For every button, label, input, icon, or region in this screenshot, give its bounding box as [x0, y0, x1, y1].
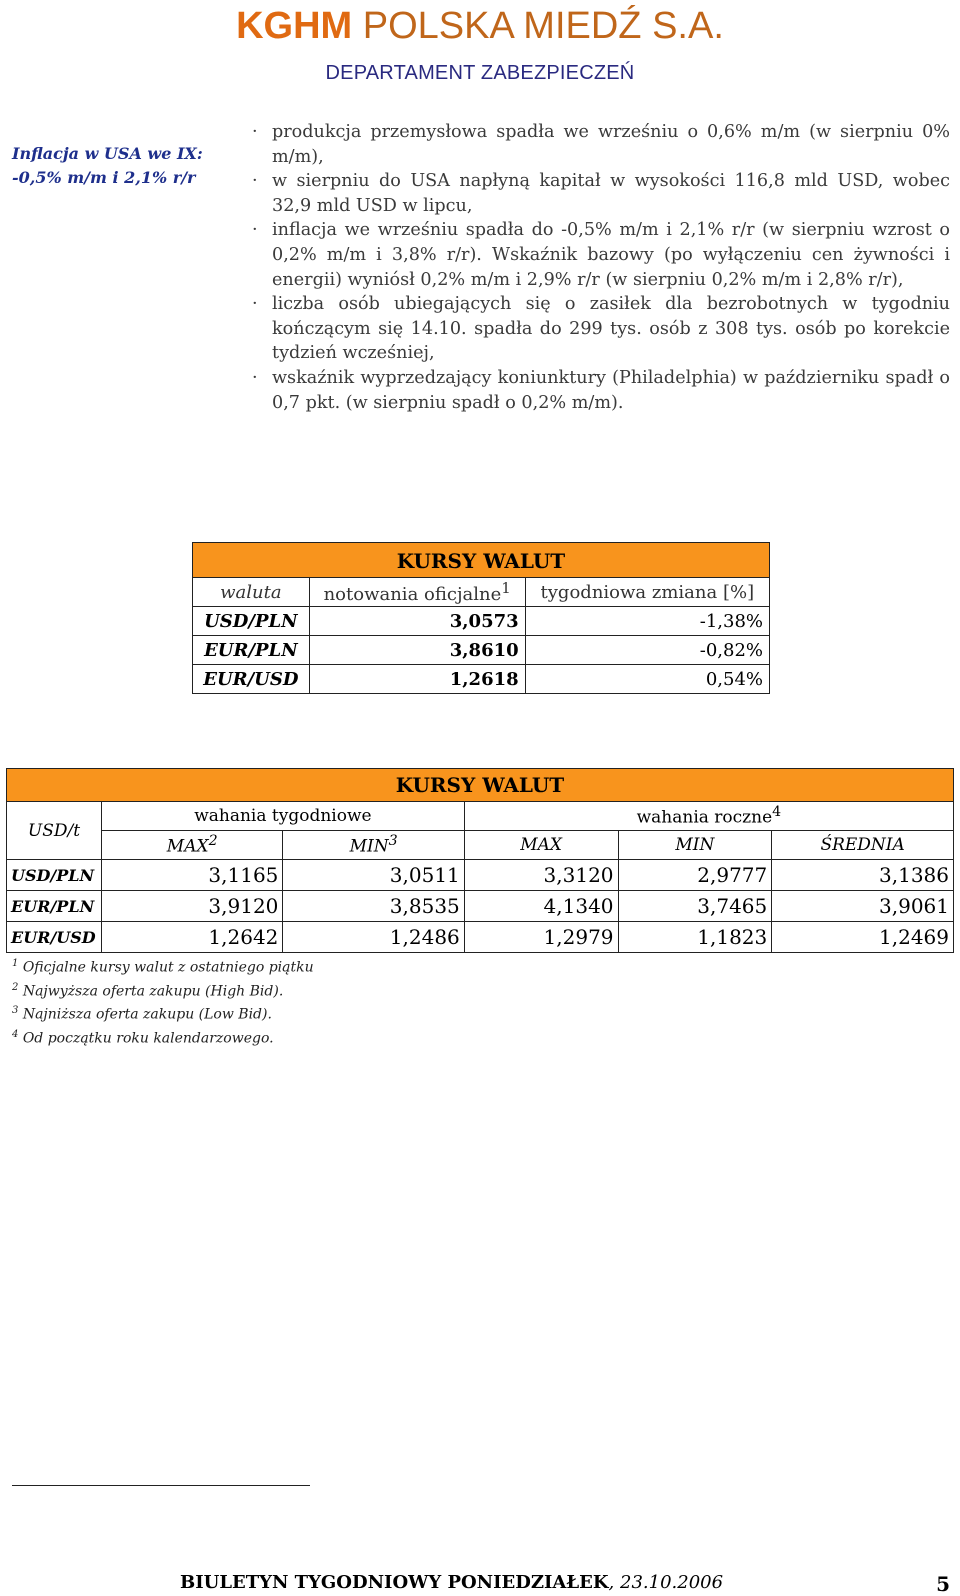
yearly-min: 2,9777: [618, 860, 772, 891]
bullet-icon: ·: [252, 367, 258, 388]
footnote-number: 1: [12, 958, 19, 969]
column-header-label: MAX: [166, 836, 209, 857]
company-title: [0, 4, 960, 48]
currency-pair: EUR/USD: [193, 665, 310, 694]
bullet-list: [252, 120, 950, 415]
company-name: POLSKA MIEDŹ S.A.: [362, 5, 724, 47]
footnote-ref: 3: [388, 833, 398, 850]
list-item-text: produkcja przemysłowa spadła we wrześniu o 0,6% m/m (w sierpniu 0% m/m),: [272, 122, 950, 167]
brand-name: KGHM: [236, 5, 353, 47]
footnote-text: Od początku roku kalendarzowego.: [22, 1030, 274, 1047]
list-item-text: inflacja we wrześniu spadła do -0,5% m/m i 2,1% r/r (w sierpniu wzrost o 0,2% m/m i 3,8% r/r). Wskaźnik bazowy (po wyłączeniu cen żywności i energii) wyniósł 0,2% m/m i 2,9% r/r (w sierpniu 0,2% m/m i 2,8% r/r),: [272, 220, 950, 290]
table-title: KURSY WALUT: [193, 543, 770, 578]
yearly-min: 1,1823: [618, 922, 772, 953]
column-header-weekly-min: [283, 831, 464, 860]
weekly-min: 3,8535: [283, 891, 464, 922]
bullet-icon: ·: [252, 171, 258, 192]
footnote-text: Najwyższa oferta zakupu (High Bid).: [22, 983, 284, 1000]
list-item: [252, 292, 950, 366]
table-row: [7, 860, 954, 891]
yearly-max: 1,2979: [464, 922, 618, 953]
exchange-rates-table: [192, 542, 770, 694]
currency-pair: USD/PLN: [7, 860, 102, 891]
list-item: [252, 366, 950, 415]
weekly-min: 1,2486: [283, 922, 464, 953]
footnote-divider: [12, 1485, 310, 1486]
list-item-text: liczba osób ubiegających się o zasiłek dla bezrobotnych w tygodniu kończącym się 14.10. spadła do 299 tys. osób z 308 tys. osób po korekcie tydzień wcześniej,: [272, 294, 950, 364]
footnote-ref: 2: [208, 833, 218, 850]
footnote: [12, 1025, 314, 1049]
column-header-official: [309, 578, 525, 607]
currency-pair: EUR/USD: [7, 922, 102, 953]
footnote-text: Najniższa oferta zakupu (Low Bid).: [22, 1006, 272, 1023]
list-item: [252, 218, 950, 292]
column-header-yearly-min: MIN: [618, 831, 772, 860]
column-header-yearly-average: ŚREDNIA: [772, 831, 954, 860]
column-header-official-label: notowania oficjalne: [323, 584, 502, 605]
side-note: [12, 142, 242, 190]
page-number: 5: [936, 1572, 950, 1596]
footnote: [12, 954, 314, 978]
weekly-max: 1,2642: [102, 922, 283, 953]
yearly-average: 3,9061: [772, 891, 954, 922]
footnote-number: 4: [12, 1028, 19, 1040]
official-rate: 3,0573: [309, 607, 525, 636]
yearly-max: 4,1340: [464, 891, 618, 922]
table-row: [193, 607, 770, 636]
footer-label: BIULETYN TYGODNIOWY PONIEDZIAŁEK: [180, 1572, 609, 1593]
rate-fluctuations-table: [6, 768, 954, 953]
page-footer: [180, 1572, 950, 1596]
table-row: [193, 665, 770, 694]
group-header-yearly-label: wahania roczne: [636, 807, 773, 828]
list-item-text: wskaźnik wyprzedzający koniunktury (Philadelphia) w październiku spadł o 0,7 pkt. (w sierpniu spadł o 0,2% m/m).: [272, 367, 950, 413]
official-rate: 1,2618: [309, 665, 525, 694]
column-header-label: MIN: [349, 836, 389, 857]
side-note-line: -0,5% m/m i 2,1% r/r: [12, 168, 196, 187]
table-row: [7, 891, 954, 922]
currency-pair: EUR/PLN: [193, 636, 310, 665]
table-row: [193, 636, 770, 665]
yearly-average: 3,1386: [772, 860, 954, 891]
footnote-ref: 4: [772, 804, 782, 821]
footnotes: [12, 954, 314, 1049]
yearly-average: 1,2469: [772, 922, 954, 953]
weekly-change: 0,54%: [525, 665, 769, 694]
column-header-weekly-change: tygodniowa zmiana [%]: [525, 578, 769, 607]
side-note-line: Inflacja w USA we IX:: [12, 144, 203, 163]
bullet-icon: ·: [252, 220, 258, 241]
official-rate: 3,8610: [309, 636, 525, 665]
footer-date: , 23.10.2006: [608, 1572, 724, 1593]
weekly-change: -1,38%: [525, 607, 769, 636]
footnote: [12, 1001, 314, 1025]
footnote-ref: 1: [501, 579, 511, 597]
bullet-icon: ·: [252, 122, 258, 142]
currency-pair: EUR/PLN: [7, 891, 102, 922]
table-title: KURSY WALUT: [7, 769, 954, 802]
weekly-max: 3,9120: [102, 891, 283, 922]
column-header-currency: waluta: [193, 578, 310, 607]
table-row: [7, 922, 954, 953]
currency-pair: USD/PLN: [193, 607, 310, 636]
group-header-yearly: [464, 802, 953, 831]
weekly-max: 3,1165: [102, 860, 283, 891]
list-item: [252, 120, 950, 169]
footnote-number: 2: [12, 981, 19, 993]
group-header-weekly: wahania tygodniowe: [102, 802, 465, 831]
list-item: [252, 169, 950, 218]
weekly-min: 3,0511: [283, 860, 464, 891]
weekly-change: -0,82%: [525, 636, 769, 665]
footnote: [12, 978, 314, 1002]
list-item-text: w sierpniu do USA napłyną kapitał w wysokości 116,8 mld USD, wobec 32,9 mld USD w lipcu,: [272, 171, 950, 216]
footnote-number: 3: [12, 1005, 19, 1017]
yearly-min: 3,7465: [618, 891, 772, 922]
yearly-max: 3,3120: [464, 860, 618, 891]
department-name: DEPARTAMENT ZABEZPIECZEŃ: [325, 62, 635, 84]
footnote-text: Oficjalne kursy walut z ostatniego piątku: [22, 959, 314, 976]
column-header-weekly-max: [102, 831, 283, 860]
column-header-yearly-max: MAX: [464, 831, 618, 860]
bullet-icon: ·: [252, 294, 258, 315]
unit-label: USD/t: [7, 802, 102, 860]
